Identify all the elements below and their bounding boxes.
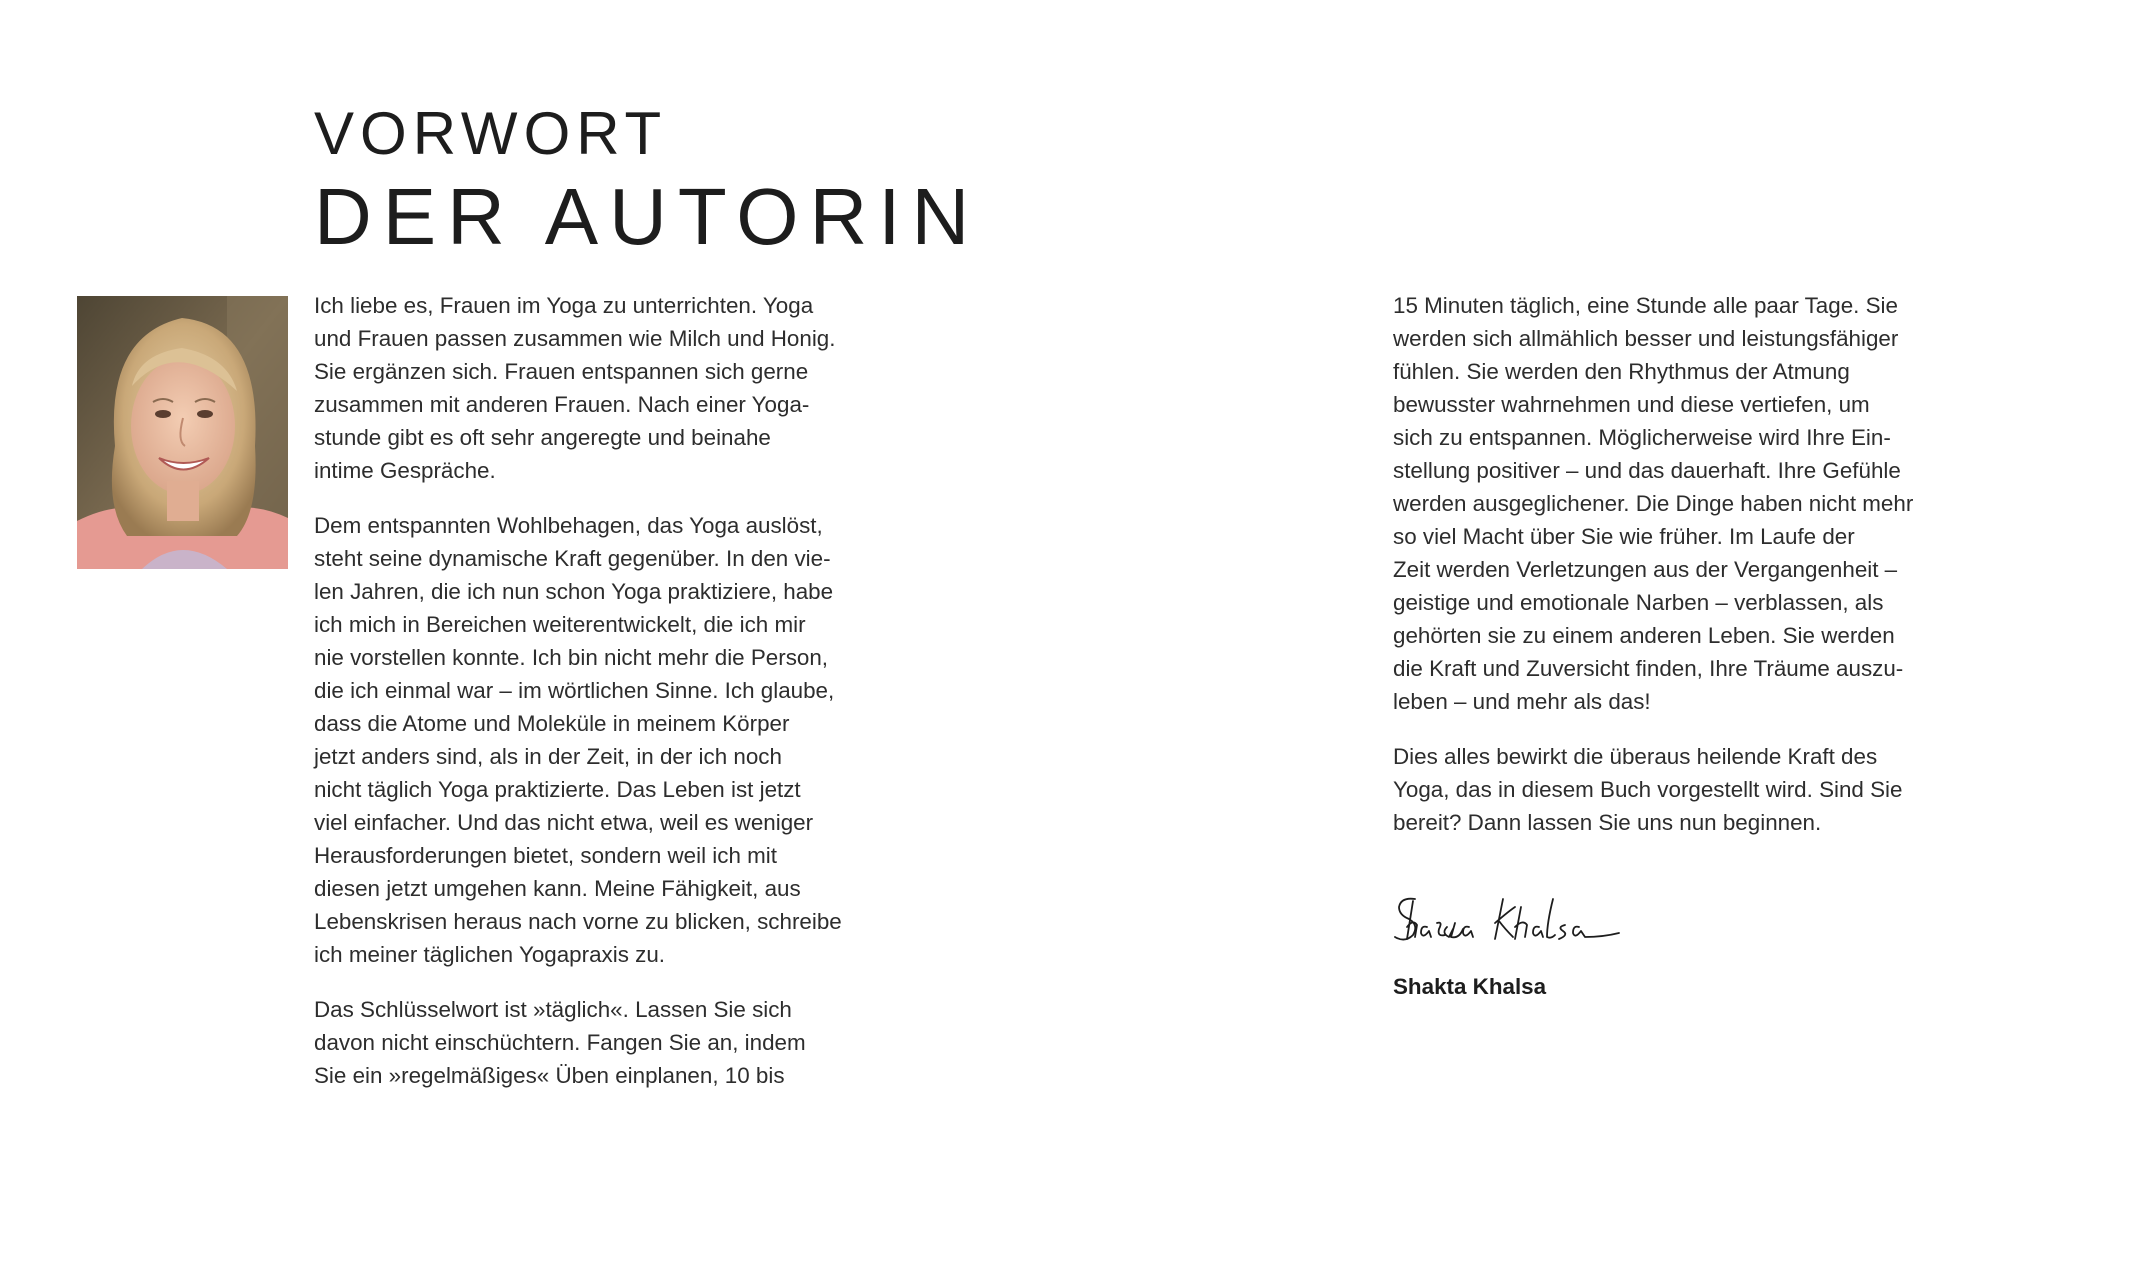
left-paragraph-2 [314,509,904,971]
text-line: Dies alles bewirkt die überaus heilende Kraft des [1393,744,1878,769]
text-line: steht seine dynamische Kraft gegenüber. In den vie- [314,546,831,571]
text-line: werden sich allmählich besser und leistungsfähiger [1393,326,1899,351]
page-title [314,96,980,262]
right-paragraph-2 [1393,740,1983,839]
text-line: bewusster wahrnehmen und diese vertiefen, um [1393,392,1870,417]
text-line: geistige und emotionale Narben – verblassen, als [1393,590,1884,615]
text-line: bereit? Dann lassen Sie uns nun beginnen. [1393,810,1822,835]
left-paragraph-3 [314,993,904,1092]
text-line: Ich liebe es, Frauen im Yoga zu unterrichten. Yoga [314,293,814,318]
text-line: die Kraft und Zuversicht finden, Ihre Träume auszu- [1393,656,1904,681]
text-line: 15 Minuten täglich, eine Stunde alle paar Tage. Sie [1393,293,1898,318]
right-text-column [1393,289,1983,861]
left-paragraph-1 [314,289,904,487]
text-line: stellung positiver – und das dauerhaft. Ihre Gefühle [1393,458,1901,483]
text-line: zusammen mit anderen Frauen. Nach einer Yoga- [314,392,810,417]
text-line: davon nicht einschüchtern. Fangen Sie an, indem [314,1030,806,1055]
text-line: Sie ein »regelmäßiges« Üben einplanen, 10 bis [314,1063,785,1088]
right-paragraph-1 [1393,289,1983,718]
text-line: Dem entspannten Wohlbehagen, das Yoga auslöst, [314,513,823,538]
text-line: Zeit werden Verletzungen aus der Vergangenheit – [1393,557,1898,582]
text-line: die ich einmal war – im wörtlichen Sinne. Ich glaube, [314,678,835,703]
text-line: nicht täglich Yoga praktizierte. Das Leben ist jetzt [314,777,801,802]
text-line: len Jahren, die ich nun schon Yoga praktiziere, habe [314,579,834,604]
text-line: sich zu entspannen. Möglicherweise wird Ihre Ein- [1393,425,1891,450]
text-line: ich mich in Bereichen weiterentwickelt, die ich mir [314,612,806,637]
text-line: Das Schlüsselwort ist »täglich«. Lassen Sie sich [314,997,792,1022]
title-line-der-autorin: DER AUTORIN [314,172,981,261]
text-line: Herausforderungen bietet, sondern weil ich mit [314,843,777,868]
text-line: Yoga, das in diesem Buch vorgestellt wird. Sind Sie [1393,777,1903,802]
text-line: leben – und mehr als das! [1393,689,1651,714]
text-line: jetzt anders sind, als in der Zeit, in der ich noch [314,744,782,769]
text-line: werden ausgeglichener. Die Dinge haben nicht mehr [1393,491,1914,516]
author-name: Shakta Khalsa [1393,974,1547,999]
text-line: gehörten sie zu einem anderen Leben. Sie werden [1393,623,1895,648]
text-line: Lebenskrisen heraus nach vorne zu blicken, schreibe [314,909,842,934]
text-line: Sie ergänzen sich. Frauen entspannen sich gerne [314,359,809,384]
handwritten-signature [1393,893,1623,953]
text-line: nie vorstellen konnte. Ich bin nicht mehr die Person, [314,645,829,670]
text-line: intime Gespräche. [314,458,496,483]
text-line: viel einfacher. Und das nicht etwa, weil es weniger [314,810,814,835]
text-line: ich meiner täglichen Yogapraxis zu. [314,942,666,967]
text-line: dass die Atome und Moleküle in meinem Körper [314,711,790,736]
text-line: stunde gibt es oft sehr angeregte und beinahe [314,425,771,450]
left-text-column [314,289,904,1114]
author-portrait-photo [77,296,288,569]
text-line: diesen jetzt umgehen kann. Meine Fähigkeit, aus [314,876,801,901]
text-line: und Frauen passen zusammen wie Milch und Honig. [314,326,836,351]
text-line: fühlen. Sie werden den Rhythmus der Atmung [1393,359,1850,384]
title-line-vorwort: VORWORT [314,100,668,167]
text-line: so viel Macht über Sie wie früher. Im Laufe der [1393,524,1855,549]
